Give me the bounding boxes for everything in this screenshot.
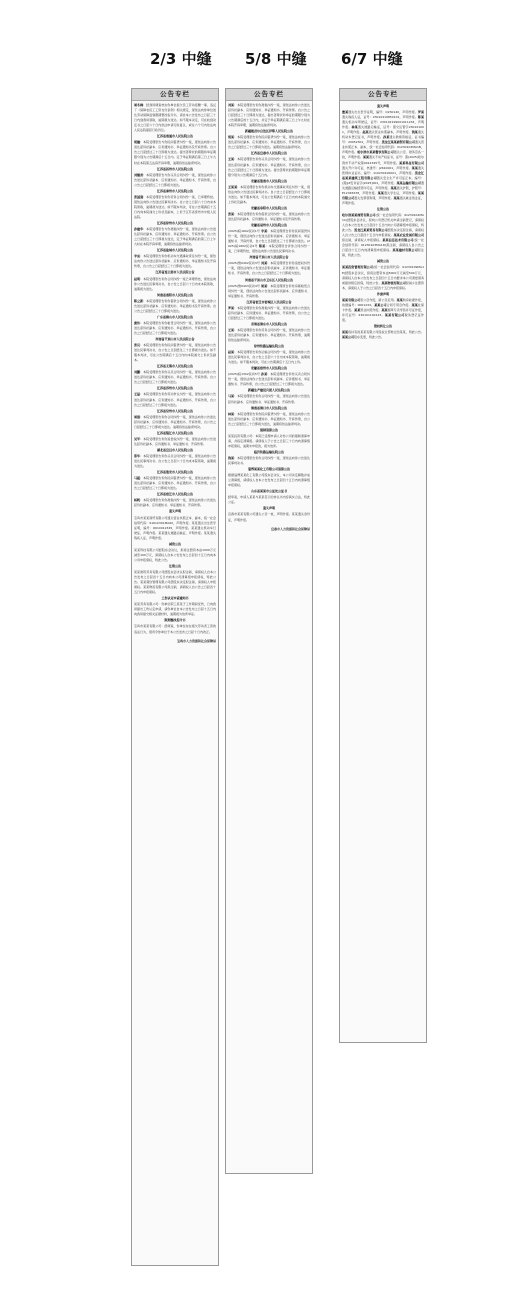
column-title-6-7: 6/7 中缝 <box>341 50 403 68</box>
column-title-2-3: 2/3 中缝 <box>150 50 212 68</box>
column-title-5-8: 5/8 中缝 <box>245 50 307 68</box>
column-header: 公告专栏 <box>132 89 218 101</box>
signature: 宜春市人力资源和社会保障局 <box>270 526 310 531</box>
notice-body: 遗失声明 董某遗失出生医学证明，编号：Q230140，声明作废。罗某遗失残疾人证，证号：23010419850101，声明作废。陈某遗失机动车驾驶证，证号：230102199001011234，声明作废。林某遗失道路运输证，证号：黑交运管字230101001，声明作废。赵某遗失营业执照副本，声明作废。钱某遗失机动车登记证书，声明作废。孙某遗失教师资格证，证书编号：20052301，声明作废。黑龙江某某商贸有限公司遗失营业执照正本、副本，统一社会信用代码：91230103MA1B，声明作废。哈尔滨市某某餐饮有限公司遗失公章、财务章各一枚，声明作废。某某遗失不动产权证书，证号：黑(2025)哈尔滨市不动产权第0012345号，声明作废。某某科技有限公司遗失开户许可证，核准号：J2610001，声明作废。某某遗失医师执业证书，编号：110230100001，声明作废。黑龙江省某某建筑工程有限公司遗失安全生产许可证正本，编号：(黑)JZ安许证字[2025]001，声明作废。某某运输有限公司遗失道路运输经营许可证，声明作废。某某遗失护照，护照号：E12345678，声明作废。某某遗失学生证，声明作废。某某有限公司遗失发票领购簿，声明作废。某某遗失就业创业证，声明作废。 注销公告 哈尔滨某某商贸有限公司(统一社会信用代码：91230102MA1C)经股东会决议，拟向公司登记机关申请注销登记，请债权人自本公告发布之日起四十五日内向公司清算组申报债权，特此公告。黑龙江某某贸易有限公司经股东决定拟注销，请债权人自公告之日起四十五日内申报债权。某某农业发展有限公司拟注销，请债权人申报债权。某某信息技术有限公司(统一社会信用代码：91230103MA1D)拟注销，请债权人自公告之日起四十五日内向清算组申报债权。某某建材有限公司拟注销，特此公告。 减资公告 某某投资管理有限公司(统一社会信用代码：91230109MA1E)经股东会决议，拟将注册资本由5000万元减至500万元，请债权人自本公告发布之日起四十五日内要求本公司清偿债务或提供相应担保，特此公告。某某物流有限公司拟减少注册资本，请债权人于公告之日起四十五日内申报债权。 作废声明 某某有限公司原公章作废，新公章启用。某某购房收据作废，收据编号：0001234。某某公司合同专用章作废。某某社保卡作废。某某营业执照作废。某某烟草专卖零售许可证作废，许可证号：230101100123。某某有限公司税务登记证作废。 股权转让公告 某某将持有的某某有限公司股权全部转让给某某，特此公告。某某公司股东变更，特此公告。 <box>342 104 425 340</box>
notice-body: 周冬梅：经我局调查核实你单位拖欠员工劳动报酬一事，违反了《保障农民工工资支付条例》相关规定，现依法向你单位送达劳动保障监察限期整改指令书，请自本公告发布之日起三十日内到我局领取，逾期视为送达。如不服本决定，可在收到决定书之日起六十日内依法申请行政复议，或在六个月内依法向人民法院提起行政诉讼。 江苏省南通市人民法院公告 胡健：本院受理原告与你民间借贷纠纷一案，现依法向你公告送达起诉状副本、应诉通知书、举证通知书及开庭传票。自公告之日起经过三十日即视为送达。提出答辩状的期限和举证期限分别为公告期满后十五日内。定于举证期满后第三日上午九时在本院第五法庭开庭审理，逾期将依法缺席判决。 江苏省扬州市人民法院公告 刘继武：本院受理原告与你买卖合同纠纷一案，现依法向你公告送达起诉状副本、应诉通知书、举证通知书、开庭传票，自公告之日起经过三十日即视为送达。 江苏省泰州市人民法院公告 张国强：本院受理原告诉你劳务合同纠纷一案，已审理终结。现依法向你公告送达民事判决书。自公告之日起六十日内来本院领取，逾期视为送达。如不服本判决，可在公告期满后十五日内向本院递交上诉状及副本，上诉于江苏省泰州市中级人民法院。 江苏省徐州市人民法院公告 孙建华：本院受理原告与你离婚纠纷一案，现依法向你公告送达起诉状副本、应诉通知书、举证通知书、开庭传票。自公告之日起经过三十日即视为送达，定于举证期满后的第三日上午九时在本院开庭审理，逾期将依法缺席判决。 江苏省盐城市人民法院公告 李成：本院受理原告诉你机动车交通事故责任纠纷一案，现依法向你公告送达起诉状副本、应诉通知书、举证通知书及开庭传票，自公告之日起经过三十日即视为送达。 江苏省连云港市人民法院公告 赵明：本院受理原告诉你合同纠纷一案已审理终结，现依法向你公告送达民事判决书，自公告之日起六十日内来本院领取，逾期视为送达。 河南省南阳市人民法院公告 陈立新：本院受理原告诉你借款合同纠纷一案，现依法向你公告送达起诉状副本、应诉通知书、举证通知书及开庭传票。自公告之日起经过三十日即视为送达。 广东省佛山市人民法院公告 黄伟：本院受理原告诉你租赁合同纠纷一案，现依法向你公告送达起诉状副本、应诉通知书、举证通知书、开庭传票，自公告之日起经过三十日即视为送达。 河南省平顶山市人民法院公告 张亮：本院受理原告诉你民间借贷纠纷一案，现依法向你公告送达民事判决书，自公告之日起经过三十日即视为送达。如不服本判决，可在公告期满后十五日内向本院递交上诉状及副本。 江苏省无锡市人民法院公告 刘鹏：本院受理原告诉你买卖合同纠纷一案，现依法向你公告送达起诉状副本、应诉通知书、举证通知书、开庭传票。自公告之日起经过三十日即视为送达。 江苏省苏州市人民法院公告 王磊：本院受理原告诉你劳动争议纠纷一案，现依法向你公告送达起诉状副本、应诉通知书、举证通知书、开庭传票，自公告之日起经过三十日即视为送达。 江苏省常州市人民法院公告 周强：本院受理原告诉你合同纠纷一案，现依法向你公告送达起诉状副本、应诉通知书、举证通知书、开庭传票，自公告之日起经过三十日即视为送达。逾期将依法缺席判决。 江苏省镇江市人民法院公告 吴军：本院受理原告诉你追偿权纠纷一案，现依法向你公告送达起诉状副本、应诉通知书、举证通知书、开庭传票。 湖北省宜昌市人民法院公告 郑华：本院受理原告诉你买卖合同纠纷一案，现依法向你公告送达民事判决书。自公告之日起六十日内来本院领取，逾期视为送达。 江苏省淮安市人民法院公告 马超：本院受理原告诉你民间借贷纠纷一案，现依法向你公告送达起诉状副本、应诉通知书、举证通知书、开庭传票，自公告之日起经过三十日即视为送达。 江苏省宿迁市人民法院公告 杨帆：本院受理原告诉你离婚纠纷一案，现依法向你公告送达起诉状副本、应诉通知书、举证通知书、开庭传票。 遗失声明 宝鸡市某某商贸有限公司遗失营业执照正本、副本，统一社会信用代码：91610301MA6X，声明作废。某某遗失出生医学证明，编号：Q610012345，声明作废。某某遗失机动车行驶证，声明作废。某某遗失道路运输证，声明作废。某某遗失残疾人证，声明作废。 减资公告 某某科技有限公司经股东会决议，拟将注册资本由1000万元减至100万元，请债权人自本公告发布之日起四十五日内向本公司申报债权，特此公告。 注销公告 某某建筑劳务有限公司经股东会决议拟注销，请债权人自本公告发布之日起四十五日内向本公司清算组申报债权，特此公告。某某餐饮管理有限公司经股东决定拟注销，请债权人申报债权。某某物流有限公司拟注销，请债权人自公告之日起四十五日内申报债权。 工伤认定申请通知书 某某劳务有限公司：你单位职工某某于工作期间受伤，已向我局提出工伤认定申请，请你单位自本公告发布之日起十五日内向我局提交相关证据材料，逾期视为放弃举证。 限期整改指令书 宝鸡市某某有限公司：经调查，你单位存在拖欠劳动者工资的违法行为，现责令你单位于本公告发布之日起十日内改正。 <box>134 103 216 634</box>
notice-column-2-3 <box>131 88 219 1266</box>
notice-body: 刘某：本院受理原告诉你离婚纠纷一案，现依法向你公告送达起诉状副本、应诉通知书、举证通知书、开庭传票。自公告之日起经过三十日即视为送达，提出答辩状和举证的期限分别为公告期满后的十五日内，并定于举证期满后第三日上午九时在本院开庭审理，逾期将依法缺席判决。 新疆维吾尔自治区伊犁人民法院公告 胡某：本院受理原告诉你民间借贷纠纷一案，现依法向你公告送达起诉状副本、应诉通知书、举证通知书、开庭传票，自公告之日起经过三十日即视为送达。逾期将依法缺席判决。 江西省宜春市人民法院公告 王某：本院受理原告诉你买卖合同纠纷一案，现依法向你公告送达起诉状副本、应诉通知书、举证通知书、开庭传票，自公告之日起经过三十日即视为送达。提出答辩状的期限和举证期限分别为公告期满后十五日内。 安徽省淮南市人民法院公告 王某某：本院受理原告诉你机动车交通事故责任纠纷一案，现依法向你公告送达民事判决书。自公告之日起经过六十日即视为送达。如不服本判决，可在公告期满后十五日内向本院递交上诉状及副本。 安徽省阜阳市人民法院公告 张某：本院受理原告诉你借款合同纠纷一案，现依法向你公告送达起诉状副本、应诉通知书、举证通知书及开庭传票。 安徽省亳州市人民法院公告 (2025)皖1602民初1号 李某：本院受理原告诉你民间借贷纠纷一案，现依法向你公告送达起诉状副本、应诉通知书、举证通知书、开庭传票，自公告之日起经过三十日即视为送达。(2025)皖1602民初2号 陈某：本院受理原告诉你合同纠纷一案，已审理终结，现依法向你公告送达民事判决书。 河南省平顶山市人民法院公告 (2025)豫0402民初3号 刘某：本院受理原告诉你追偿权纠纷一案，现依法向你公告送达起诉状副本、应诉通知书、举证通知书、开庭传票，自公告之日起经过三十日即视为送达。 河南省平顶山市卫东区人民法院公告 (2025)豫0403民初4号 周某：本院受理原告诉你房屋租赁合同纠纷一案，现依法向你公告送达起诉状副本、应诉通知书、举证通知书、开庭传票。 江苏省宿迁市宿城区人民法院公告 罗某：本院受理原告诉你离婚纠纷一案，现依法向你公告送达起诉状副本、应诉通知书、举证通知书、开庭传票，自公告之日起经过三十日即视为送达。 青海省海东市人民法院公告 王某：本院受理原告诉你劳务合同纠纷一案，现依法向你公告送达起诉状副本、应诉通知书、举证通知书、开庭传票，逾期将依法缺席判决。 徐州铁路运输法院公告 赵某：本院受理原告诉你运输合同纠纷一案，现依法向你公告送达民事判决书，自公告之日起六十日内来本院领取，逾期视为送达。如不服本判决，可在公告期满后十五日内上诉。 安徽省宿州市人民法院公告 (2025)皖1302民初5号 孙某：本院受理原告诉你买卖合同纠纷一案，现依法向你公告送达起诉状副本、应诉通知书、举证通知书、开庭传票，自公告之日起经过三十日即视为送达。 新疆生产建设兵团人民法院公告 马某：本院受理原告诉你合同纠纷一案，现依法向你公告送达起诉状副本、应诉通知书、举证通知书、开庭传票。 海南省海口市人民法院公告 林某：本院受理原告诉你民间借贷纠纷一案，现依法向你公告送达起诉状副本、应诉通知书、举证通知书、开庭传票，自公告之日起经过三十日即视为送达，逾期将依法缺席判决。 强制清算公告 某某投资有限公司：本院已受理申请人对你公司的强制清算申请，并指定清算组。请债权人于公告之日起三十日内向清算组申报债权，逾期未申报的，视为放弃。 临沂铁路运输法院公告 钱某：本院受理原告诉你合同纠纷一案，现依法向你公告送达民事判决书。 淄博某某化工有限公司清算公告 根据淄博某某化工有限公司股东会决议，本公司决定解散并成立清算组，请债权人自本公告发布之日起四十五日内向清算组申报债权。 山东省某某市公证处公证书 经审查，申请人某某与某某签订的协议书内容真实合法，特此公证。 遗失声明 宜春市某某有限公司遗失公章一枚，声明作废。某某遗失身份证，声明作废。 <box>228 103 310 522</box>
column-header: 公告专栏 <box>340 89 426 101</box>
notice-column-6-7 <box>339 88 427 1043</box>
notice-column-5-8 <box>225 88 313 1174</box>
column-header: 公告专栏 <box>226 89 312 101</box>
signature: 宝鸡市人力资源和社会保障局 <box>176 638 216 643</box>
